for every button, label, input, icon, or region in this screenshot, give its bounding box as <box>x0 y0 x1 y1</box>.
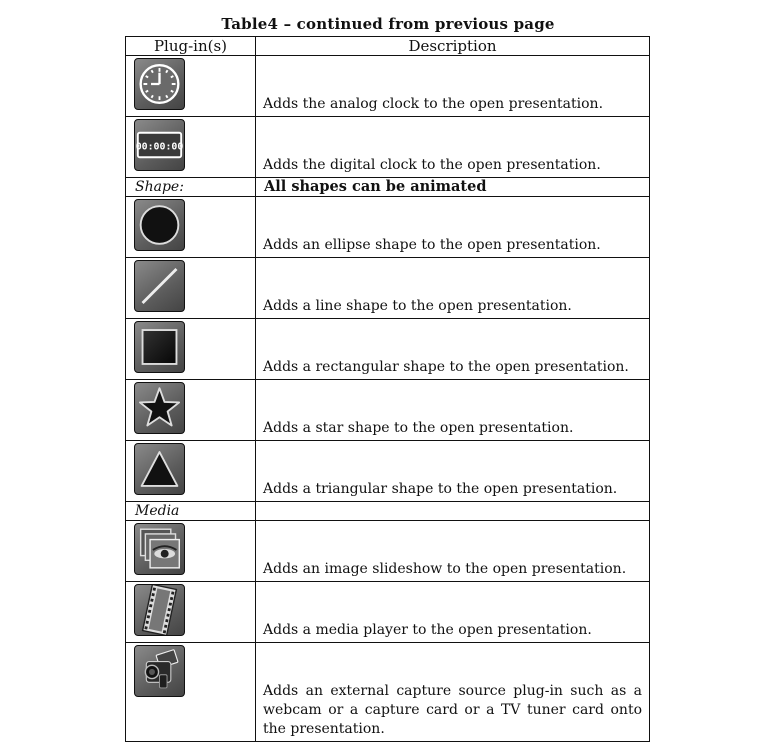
triangle-icon <box>134 443 185 495</box>
row-description: Adds a rectangular shape to the open presentation. <box>263 359 629 375</box>
star-icon <box>134 382 185 434</box>
row-description: Adds an image slideshow to the open presentation. <box>263 561 627 577</box>
section-label: Shape: <box>126 178 256 197</box>
header-plugins: Plug-in(s) <box>126 37 256 56</box>
table-row <box>126 380 650 441</box>
table-row <box>126 258 650 319</box>
analog-clock-icon <box>134 58 185 110</box>
table-row <box>126 56 650 117</box>
row-description: Adds a media player to the open presentation. <box>263 622 592 638</box>
table-caption: Table4 – continued from previous page <box>221 15 555 33</box>
section-note <box>256 502 650 521</box>
media-player-icon <box>134 584 185 636</box>
row-description: Adds the digital clock to the open presentation. <box>263 157 601 173</box>
rectangle-icon <box>134 321 185 373</box>
section-row-shape <box>126 178 650 197</box>
header-description: Description <box>256 37 650 56</box>
image-slideshow-icon <box>134 523 185 575</box>
row-description: Adds an external capture source plug-in such as a webcam or a capture card or a TV tuner card onto the presentation. <box>263 683 642 737</box>
table-row <box>126 197 650 258</box>
row-description: Adds a star shape to the open presentation. <box>263 420 574 436</box>
section-row-media <box>126 502 650 521</box>
table-row <box>126 319 650 380</box>
row-description: Adds a line shape to the open presentation. <box>263 298 572 314</box>
table-row <box>126 643 650 742</box>
table-row <box>126 441 650 502</box>
row-description: Adds the analog clock to the open presentation. <box>263 96 604 112</box>
section-note: All shapes can be animated <box>256 178 650 197</box>
ellipse-icon <box>134 199 185 251</box>
row-description: Adds a triangular shape to the open presentation. <box>263 481 618 497</box>
table-header-row <box>126 37 650 56</box>
capture-camera-icon <box>134 645 185 697</box>
section-label: Media <box>126 502 256 521</box>
table-row <box>126 117 650 178</box>
digital-clock-icon <box>134 119 185 171</box>
table-row <box>126 582 650 643</box>
plugin-table <box>125 36 650 742</box>
row-description: Adds an ellipse shape to the open presentation. <box>263 237 601 253</box>
line-icon <box>134 260 185 312</box>
digital-clock-digits: 00:00:00 <box>135 141 184 153</box>
table-row <box>126 521 650 582</box>
